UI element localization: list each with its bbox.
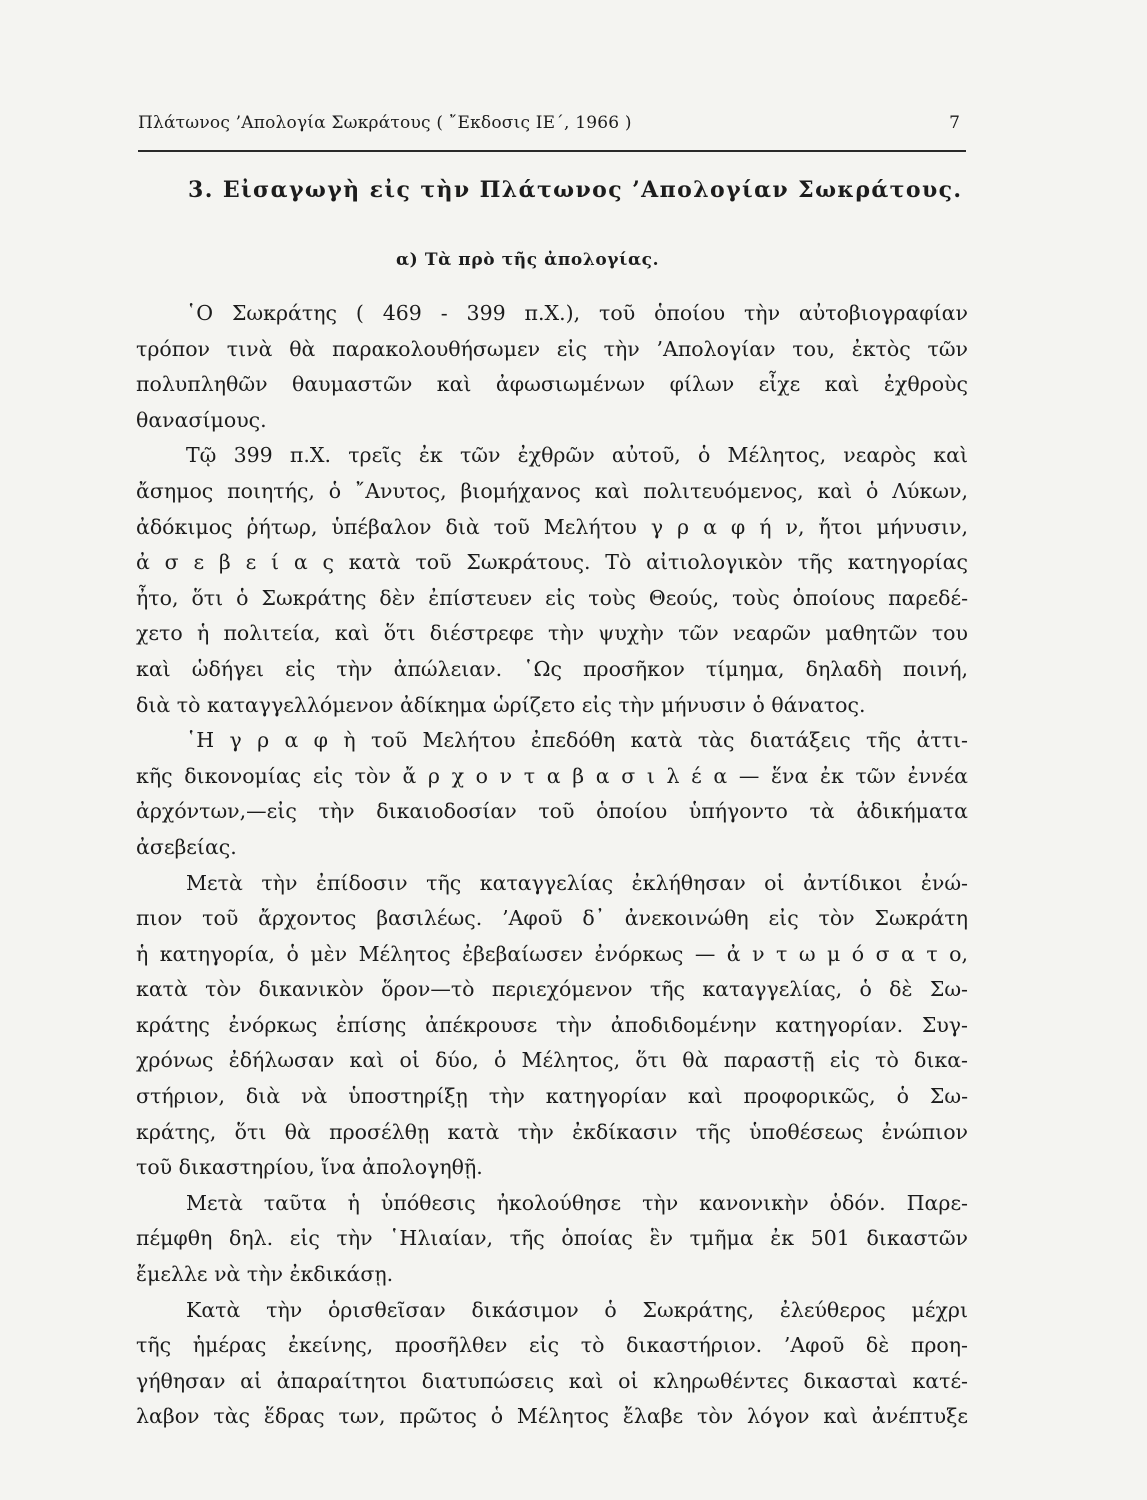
text-line: Μετὰ ταῦτα ἡ ὑπόθεσις ἠκολούθησε τὴν κανονικὴν ὁδόν. Παρε- [186,1190,968,1215]
text-line: Μετὰ τὴν ἐπίδοσιν τῆς καταγγελίας ἐκλήθησαν οἱ ἀντίδικοι ἐνώ- [186,870,968,895]
text-line: κατὰ τὸν δικανικὸν ὅρον—τὸ περιεχόμενον τῆς καταγγελίας, ὁ δὲ Σω- [136,977,968,1002]
text-line: χρόνως ἐδήλωσαν καὶ οἱ δύο, ὁ Μέλητος, ὅτι θὰ παραστῇ εἰς τὸ δικα- [136,1048,968,1073]
text-line: διὰ τὸ καταγγελλόμενον ἀδίκημα ὡρίζετο εἰς τὴν μήνυσιν ὁ θάνατος. [136,692,866,717]
text-line: κῆς δικονομίας εἰς τὸν ἄ ρ χ ο ν τ α β α σ ι λ έ α — ἕνα ἐκ τῶν ἐννέα [136,763,968,788]
text-line: τοῦ δικαστηρίου, ἵνα ἀπολογηθῇ. [136,1155,483,1180]
text-line: ἦτο, ὅτι ὁ Σωκράτης δὲν ἐπίστευεν εἰς τοὺς Θεούς, τοὺς ὁποίους παρεδέ- [136,585,968,610]
running-head-title: Πλάτωνος ’Απολογία Σωκράτους ( ῎Εκδοσις ΙΕ΄, 1966 ) [138,113,632,133]
header-rule [138,150,966,152]
text-line: πέμφθη δηλ. εἰς τὴν ῾Ηλιαίαν, τῆς ὁποίας ἓν τμῆμα ἐκ 501 δικαστῶν [136,1226,968,1251]
text-line: στήριον, διὰ νὰ ὑποστηρίξῃ τὴν κατηγορίαν καὶ προφορικῶς, ὁ Σω- [136,1084,968,1109]
text-line: γήθησαν αἱ ἀπαραίτητοι διατυπώσεις καὶ οἱ κληρωθέντες δικασταὶ κατέ- [136,1368,968,1393]
section-title: 3. Εἰσαγωγὴ εἰς τὴν Πλάτωνος ’Απολογίαν Σωκράτους. [188,177,963,203]
text-line: ἡ κατηγορία, ὁ μὲν Μέλητος ἐβεβαίωσεν ἐνόρκως — ἀ ν τ ω μ ό σ α τ ο, [136,941,968,966]
text-line: πολυπληθῶν θαυμαστῶν καὶ ἀφωσιωμένων φίλων εἶχε καὶ ἐχθροὺς [136,372,968,397]
text-line: λαβον τὰς ἕδρας των, πρῶτος ὁ Μέλητος ἔλαβε τὸν λόγον καὶ ἀνέπτυξε [136,1404,968,1429]
text-line: θανασίμους. [136,407,267,432]
text-line: τρόπον τινὰ θὰ παρακολουθήσωμεν εἰς τὴν ’Απολογίαν του, ἐκτὸς τῶν [136,336,968,361]
running-head [138,113,964,139]
subsection-title: α) Τὰ πρὸ τῆς ἀπολογίας. [396,250,660,270]
page-number: 7 [949,113,960,133]
text-line: κράτης, ὅτι θὰ προσέλθῃ κατὰ τὴν ἐκδίκασιν τῆς ὑποθέσεως ἐνώπιον [136,1119,968,1144]
text-line: ῾Η γ ρ α φ ὴ τοῦ Μελήτου ἐπεδόθη κατὰ τὰς διατάξεις τῆς ἀττι- [186,728,968,753]
text-line: πιον τοῦ ἄρχοντος βασιλέως. ’Αφοῦ δ᾽ ἀνεκοινώθη εἰς τὸν Σωκράτη [136,906,968,931]
text-line: ἀρχόντων,—εἰς τὴν δικαιοδοσίαν τοῦ ὁποίου ὑπήγοντο τὰ ἀδικήματα [136,799,968,824]
text-line: ἀσεβείας. [136,834,237,859]
text-line: ἄσημος ποιητής, ὁ ῎Ανυτος, βιομήχανος καὶ πολιτευόμενος, καὶ ὁ Λύκων, [136,478,968,503]
text-line: χετο ἡ πολιτεία, καὶ ὅτι διέστρεφε τὴν ψυχὴν τῶν νεαρῶν μαθητῶν του [136,621,968,646]
text-line: ἀδόκιμος ῥήτωρ, ὑπέβαλον διὰ τοῦ Μελήτου γ ρ α φ ή ν, ἤτοι μήνυσιν, [136,514,968,539]
text-line: τῆς ἡμέρας ἐκείνης, προσῆλθεν εἰς τὸ δικαστήριον. ’Αφοῦ δὲ προη- [136,1333,968,1358]
text-line: ἔμελλε νὰ τὴν ἐκδικάσῃ. [136,1262,394,1287]
text-line: Κατὰ τὴν ὁρισθεῖσαν δικάσιμον ὁ Σωκράτης, ἐλεύθερος μέχρι [186,1297,968,1322]
text-line: ῾Ο Σωκράτης ( 469 - 399 π.Χ.), τοῦ ὁποίου τὴν αὐτοβιογραφίαν [186,301,968,325]
text-line: καὶ ὡδήγει εἰς τὴν ἀπώλειαν. ῾Ως προσῆκον τίμημα, δηλαδὴ ποινή, [136,656,968,681]
body-text [136,296,968,1435]
text-line: ἀ σ ε β ε ί α ς κατὰ τοῦ Σωκράτους. Τὸ αἰτιολογικὸν τῆς κατηγορίας [136,550,968,575]
text-line: κράτης ἐνόρκως ἐπίσης ἀπέκρουσε τὴν ἀποδιδομένην κατηγορίαν. Συγ- [136,1012,968,1037]
text-line: Τῷ 399 π.Χ. τρεῖς ἐκ τῶν ἐχθρῶν αὐτοῦ, ὁ Μέλητος, νεαρὸς καὶ [186,443,968,468]
